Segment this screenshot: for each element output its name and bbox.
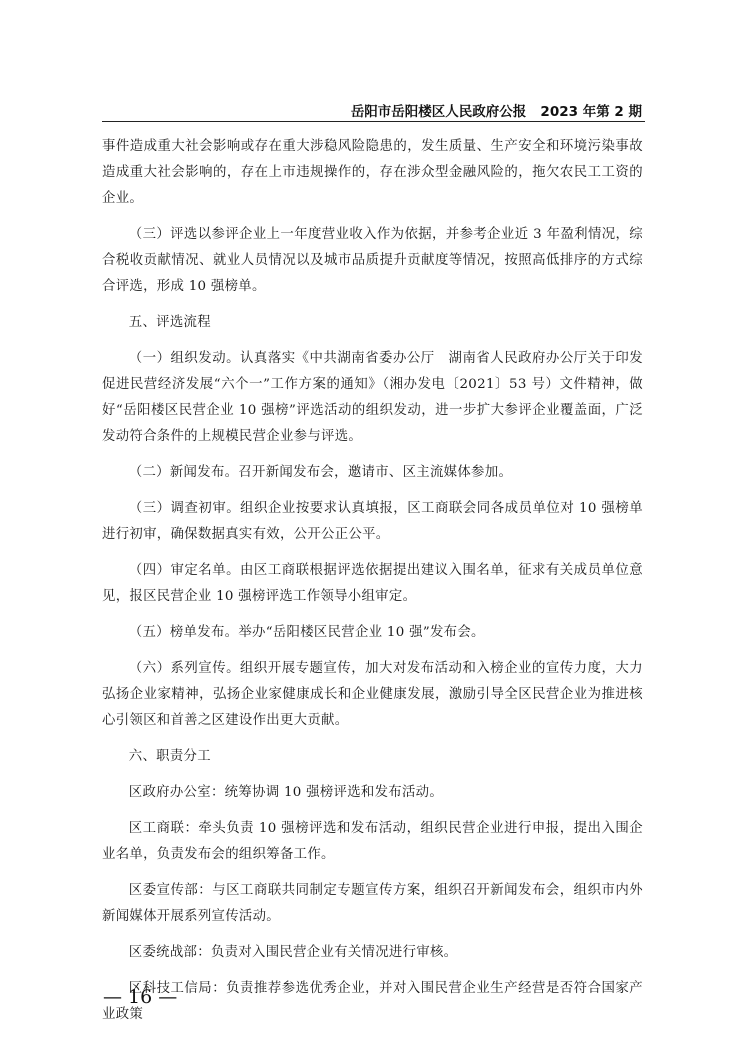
paragraph: 区科技工信局：负责推荐参选优秀企业，并对入围民营企业生产经营是否符合国家产业政策: [102, 981, 643, 1022]
paragraph: 事件造成重大社会影响或存在重大涉稳风险隐患的，发生质量、生产安全和环境污染事故造成重大社会影响的，存在上市违规操作的，存在涉众型金融风险的，拖欠农民工工资的企业。: [102, 139, 643, 206]
header-divider: [102, 121, 645, 122]
paragraph: 区委宣传部：与区工商联共同制定专题宣传方案，组织召开新闻发布会，组织市内外新闻媒体开展系列宣传活动。: [102, 883, 643, 924]
gazette-title: 岳阳市岳阳楼区人民政府公报: [350, 104, 527, 120]
paragraph: （三）调查初审。组织企业按要求认真填报，区工商联会同各成员单位对 10 强榜单进行初审，确保数据真实有效，公开公正公平。: [102, 501, 643, 542]
issue-label: 2023 年第 2 期: [540, 104, 642, 120]
paragraph: 区工商联：牵头负责 10 强榜评选和发布活动，组织民营企业进行申报，提出入围企业名单，负责发布会的组织筹备工作。: [102, 821, 643, 862]
paragraph: （一）组织发动。认真落实《中共湖南省委办公厅 湖南省人民政府办公厅关于印发促进民营经济发展“六个一”工作方案的通知》（湘办发电〔2021〕53 号）文件精神，做好“岳阳楼区民营企业 10 强榜”评选活动的组织发动，进一步扩大参评企业覆盖面，广泛发动符合条件的上规模民营企业参与评选。: [102, 351, 643, 444]
paragraph: （五）榜单发布。举办“岳阳楼区民营企业 10 强”发布会。: [128, 625, 485, 640]
page-number: — 16 —: [103, 986, 178, 1008]
paragraph: 区政府办公室：统筹协调 10 强榜评选和发布活动。: [128, 785, 444, 800]
paragraph: （二）新闻发布。召开新闻发布会，邀请市、区主流媒体参加。: [128, 465, 513, 480]
document-body: [102, 134, 643, 1038]
paragraph: 区委统战部：负责对入围民营企业有关情况进行审核。: [128, 945, 458, 960]
section-heading: 六、职责分工: [128, 749, 211, 764]
section-heading: 五、评选流程: [128, 315, 211, 330]
paragraph: （六）系列宣传。组织开展专题宣传，加大对发布活动和入榜企业的宣传力度，大力弘扬企业家精神，弘扬企业家健康成长和企业健康发展，激励引导全区民营企业为推进核心引领区和首善之区建设作出更大贡献。: [102, 661, 643, 728]
paragraph: （三）评选以参评企业上一年度营业收入作为依据，并参考企业近 3 年盈利情况，综合税收贡献情况、就业人员情况以及城市品质提升贡献度等情况，按照高低排序的方式综合评选，形成 10 强榜单。: [102, 227, 643, 294]
paragraph: （四）审定名单。由区工商联根据评选依据提出建议入围名单，征求有关成员单位意见，报区民营企业 10 强榜评选工作领导小组审定。: [102, 563, 643, 604]
running-header: [102, 100, 642, 120]
